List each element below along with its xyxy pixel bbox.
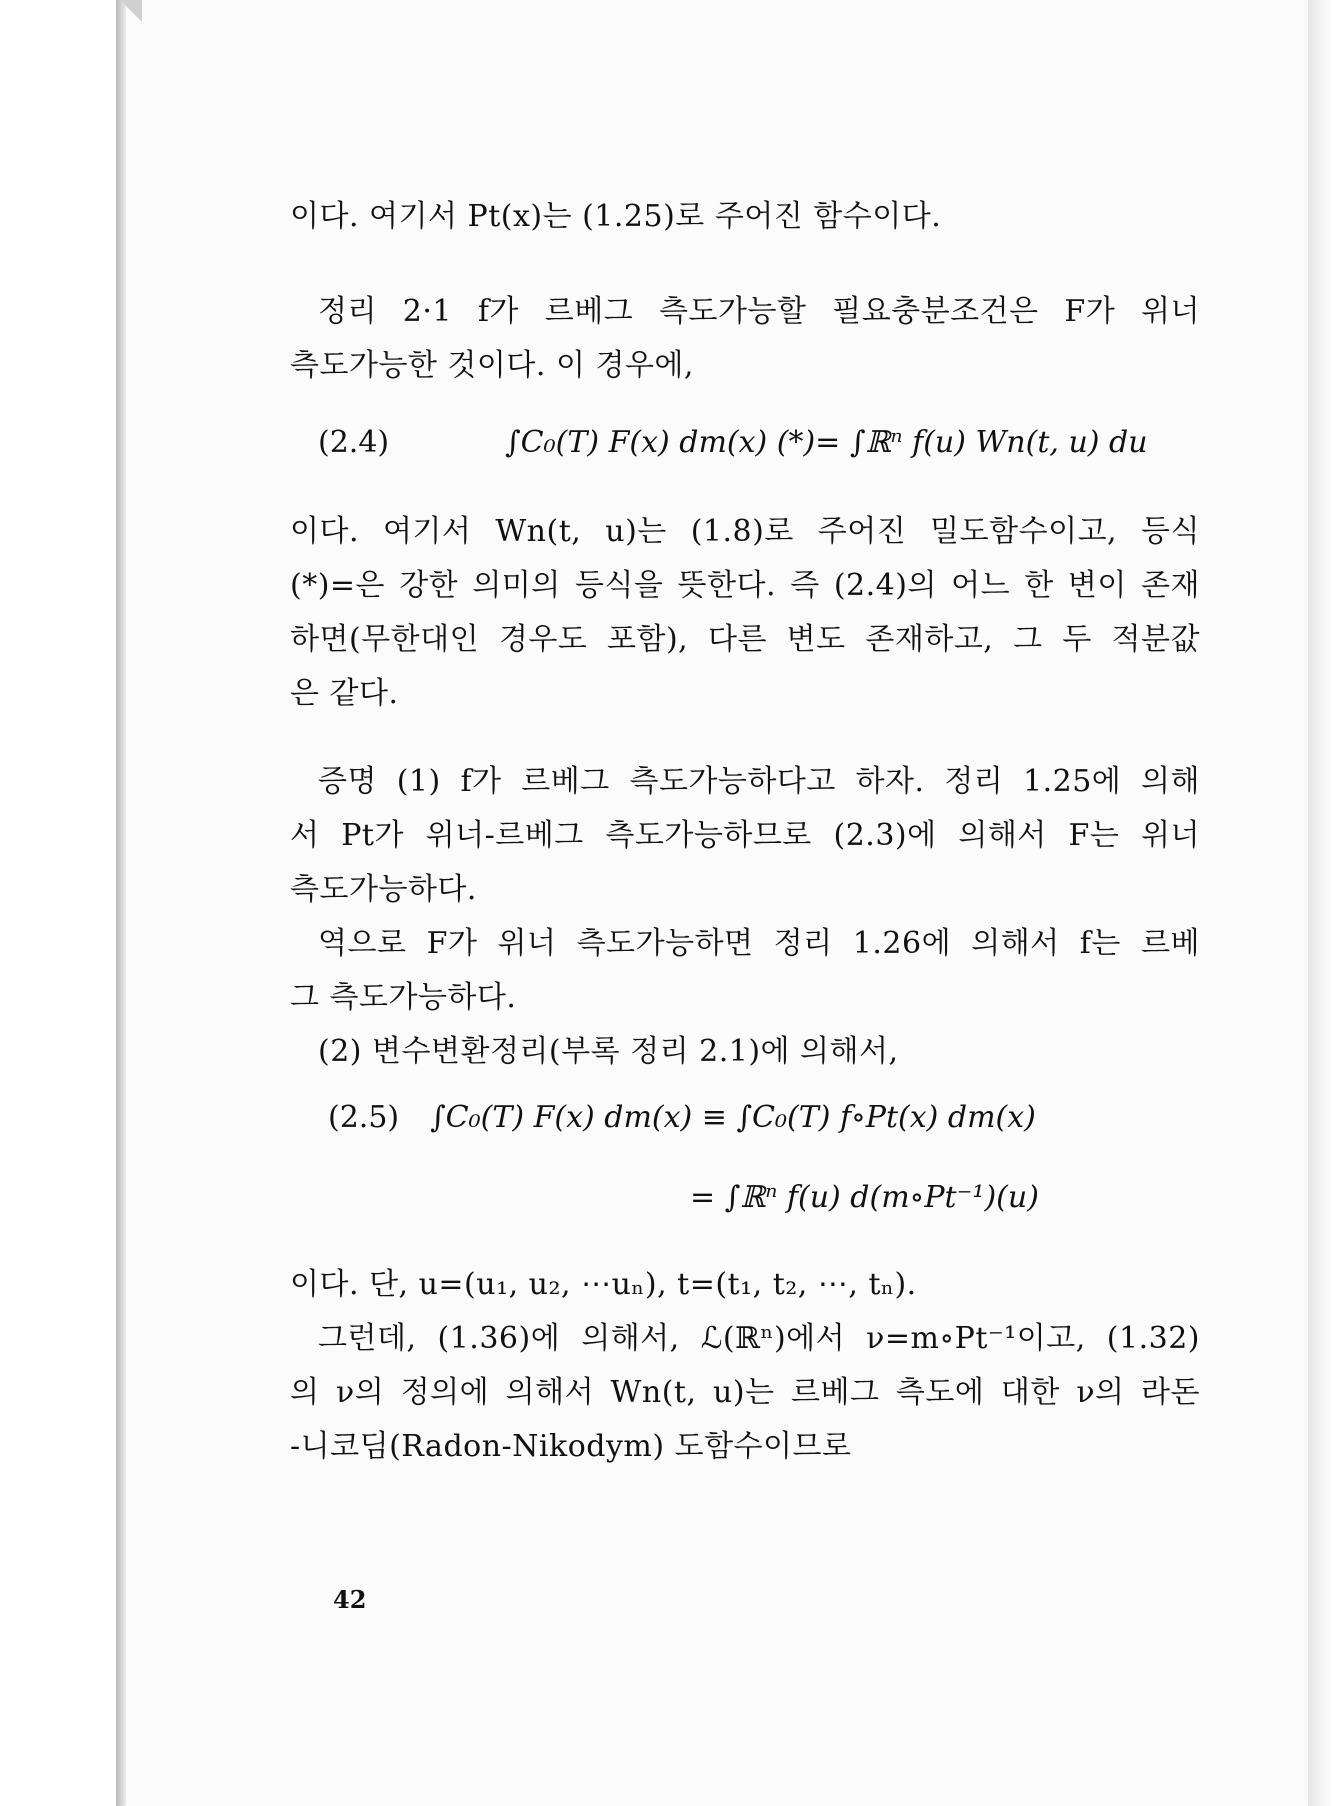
paragraph-1: [290, 190, 1200, 244]
text-line: 그런데, (1.36)에 의해서, ℒ(ℝⁿ)에서 ν=m∘Pt⁻¹이고, (1.32): [318, 1321, 1200, 1356]
page-corner: [120, 0, 142, 22]
equation-2-4: ∫C₀(T) F(x) dm(x) (*)= ∫ℝⁿ f(u) Wn(t, u) du: [505, 425, 1148, 460]
text-line: -니코딤(Radon-Nikodym) 도함수이므로: [290, 1429, 852, 1464]
proof: [290, 755, 1200, 1079]
text-line: 이다. 단, u=(u₁, u₂, ⋯uₙ), t=(t₁, t₂, ⋯, tₙ).: [290, 1267, 917, 1302]
text-line: (2) 변수변환정리(부록 정리 2.1)에 의해서,: [318, 1034, 899, 1069]
paragraph-3: [290, 505, 1200, 721]
equation-number-2-4: (2.4): [318, 425, 390, 460]
book-gutter-shadow: [116, 0, 126, 1806]
text-line: 이다. 여기서 Wn(t, u)는 (1.8)로 주어진 밀도함수이고, 등식: [290, 514, 1200, 549]
paragraph-5: [290, 1258, 1200, 1474]
text-line: 서 Pt가 위너-르베그 측도가능하므로 (2.3)에 의해서 F는 위너: [290, 818, 1200, 853]
theorem-2-1: [290, 285, 1200, 393]
text-line: 정리 2·1 f가 르베그 측도가능할 필요충분조건은 F가 위너: [318, 294, 1200, 329]
text-line: 증명 (1) f가 르베그 측도가능하다고 하자. 정리 1.25에 의해: [318, 764, 1200, 799]
equation-2-5-line-2: = ∫ℝⁿ f(u) d(m∘Pt⁻¹)(u): [690, 1180, 1039, 1215]
text-line: 측도가능하다.: [290, 872, 477, 907]
text-line: (*)=은 강한 의미의 등식을 뜻한다. 즉 (2.4)의 어느 한 변이 존재: [290, 568, 1200, 603]
equation-number-2-5: (2.5): [328, 1100, 400, 1135]
page-number: 42: [333, 1585, 367, 1614]
text-line: 그 측도가능하다.: [290, 980, 517, 1015]
text-line: 하면(무한대인 경우도 포함), 다른 변도 존재하고, 그 두 적분값: [290, 622, 1200, 657]
text-line: 측도가능한 것이다. 이 경우에,: [290, 348, 694, 383]
text-line: 의 ν의 정의에 의해서 Wn(t, u)는 르베그 측도에 대한 ν의 라돈: [290, 1375, 1200, 1410]
text-line: 역으로 F가 위너 측도가능하면 정리 1.26에 의해서 f는 르베: [318, 926, 1200, 961]
right-edge-shade: [1308, 0, 1334, 1806]
text-line: 이다. 여기서 Pt(x)는 (1.25)로 주어진 함수이다.: [290, 199, 942, 234]
text-line: 은 같다.: [290, 676, 399, 711]
equation-2-5-line-1: ∫C₀(T) F(x) dm(x) ≡ ∫C₀(T) f∘Pt(x) dm(x): [430, 1100, 1036, 1135]
